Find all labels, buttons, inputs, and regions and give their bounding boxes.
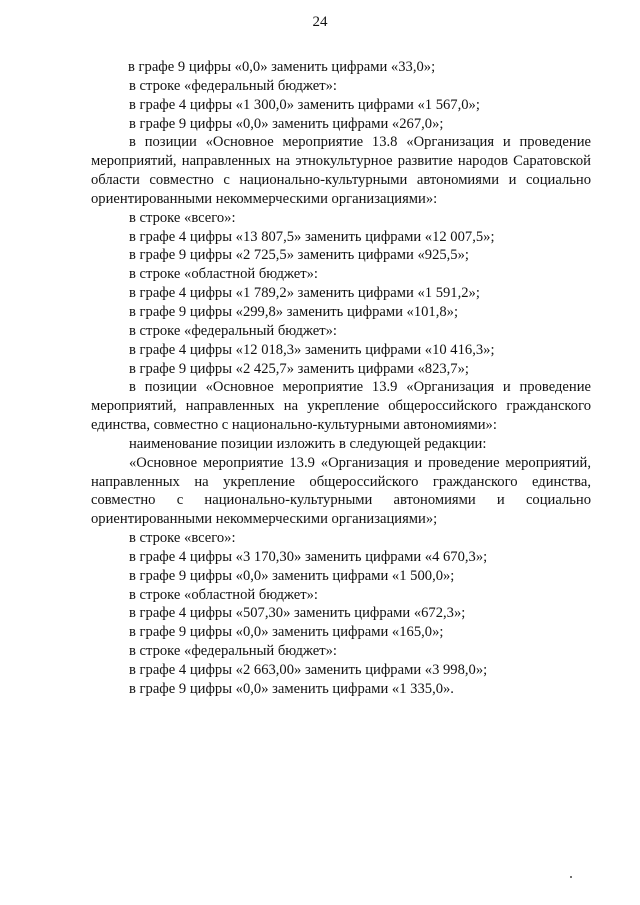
paragraph: в позиции «Основное мероприятие 13.8 «Организация и проведение мероприятий, направленных на этнокультурное развитие народов Саратовской области совместно с национально-культурными автономиями и социально ориентированными некоммерческими организациями»: <box>91 134 591 207</box>
paragraph: в строке «областной бюджет»: <box>129 586 318 603</box>
paragraph: в графе 9 цифры «0,0» заменить цифрами «1 500,0»; <box>129 567 455 584</box>
paragraph: в позиции «Основное мероприятие 13.9 «Организация и проведение мероприятий, направленных на укрепление общероссийского гражданского единства, совместно с национально-культурными автономиями»: <box>91 379 591 434</box>
document-body <box>91 58 591 699</box>
paragraph: «Основное мероприятие 13.9 «Организация и проведение мероприятий, направленных на укрепление общероссийского гражданского единства, совместно с национально-культурными автономиями и социально ориентированными некоммерческими организациями»; <box>91 454 591 528</box>
paragraph: в графе 9 цифры «0,0» заменить цифрами «1 335,0». <box>129 680 454 697</box>
paragraph: в графе 4 цифры «12 018,3» заменить цифрами «10 416,3»; <box>129 341 495 358</box>
paragraph: в строке «всего»: <box>129 530 236 547</box>
scan-speck <box>570 876 572 878</box>
paragraph: в строке «всего»: <box>129 209 236 226</box>
paragraph: в графе 9 цифры «0,0» заменить цифрами «165,0»; <box>129 624 444 641</box>
paragraph: в строке «федеральный бюджет»: <box>129 322 337 339</box>
paragraph: в графе 9 цифры «2 725,5» заменить цифрами «925,5»; <box>129 247 469 264</box>
paragraph: в графе 4 цифры «13 807,5» заменить цифрами «12 007,5»; <box>129 228 495 245</box>
paragraph: в графе 4 цифры «3 170,30» заменить цифрами «4 670,3»; <box>129 548 488 565</box>
paragraph: в графе 9 цифры «0,0» заменить цифрами «33,0»; <box>128 59 436 75</box>
paragraph: наименование позиции изложить в следующей редакции: <box>129 435 487 452</box>
paragraph: в графе 4 цифры «2 663,00» заменить цифрами «3 998,0»; <box>129 662 488 678</box>
paragraph: в графе 4 цифры «507,30» заменить цифрами «672,3»; <box>129 605 466 622</box>
page-number: 24 <box>312 14 328 30</box>
paragraph: в графе 4 цифры «1 789,2» заменить цифрами «1 591,2»; <box>129 285 480 302</box>
paragraph: в графе 9 цифры «0,0» заменить цифрами «267,0»; <box>129 115 444 132</box>
paragraph: в графе 4 цифры «1 300,0» заменить цифрами «1 567,0»; <box>129 96 480 113</box>
paragraph: в графе 9 цифры «2 425,7» заменить цифрами «823,7»; <box>129 360 469 377</box>
paragraph: в строке «областной бюджет»: <box>129 266 318 283</box>
paragraph: в строке «федеральный бюджет»: <box>129 77 337 94</box>
paragraph: в строке «федеральный бюджет»: <box>129 643 337 660</box>
paragraph: в графе 9 цифры «299,8» заменить цифрами «101,8»; <box>129 303 459 320</box>
